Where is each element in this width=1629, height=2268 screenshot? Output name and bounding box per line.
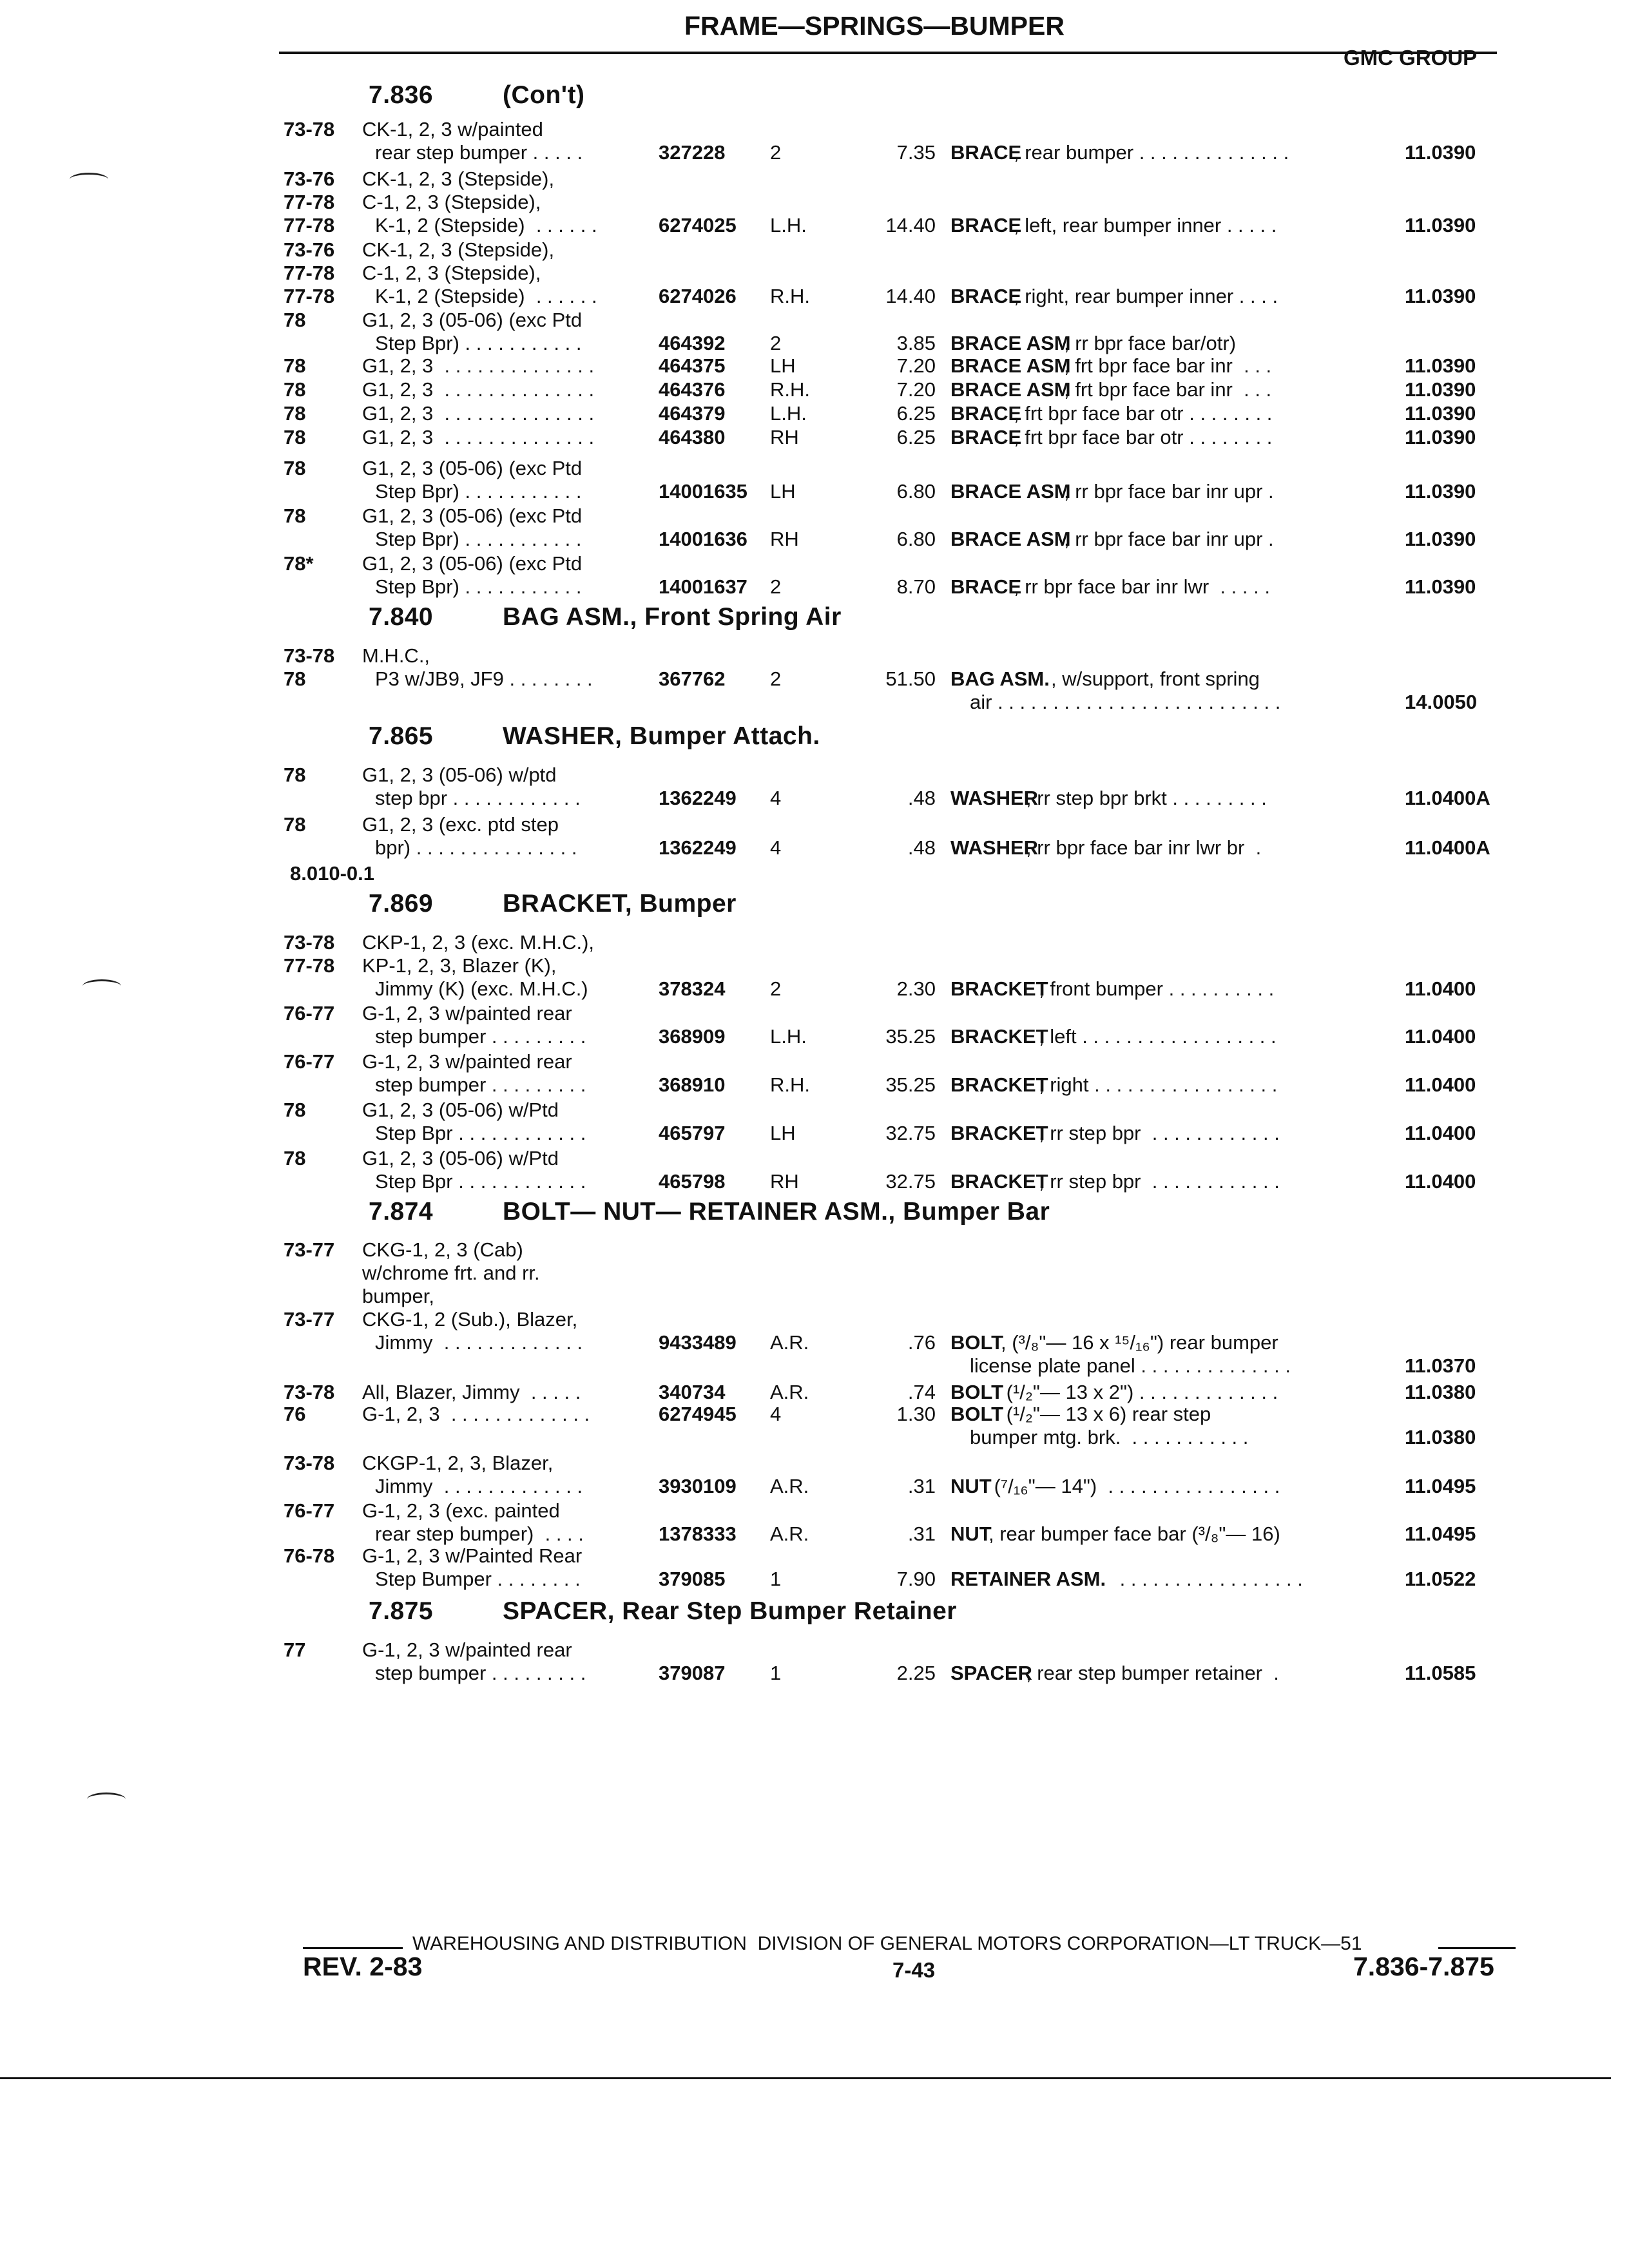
price: .48 [907, 836, 936, 859]
price: 6.25 [896, 402, 936, 425]
part-number: 464375 [659, 354, 726, 377]
price: 2.25 [896, 1662, 936, 1684]
item-name: BOLT [950, 1381, 1004, 1403]
quantity: 2 [770, 668, 782, 690]
model-desc: G-1, 2, 3 w/painted rear [362, 1050, 572, 1073]
item-desc: , frt bpr face bar otr . . . . . . . . [1014, 426, 1273, 448]
price: 35.25 [885, 1025, 936, 1048]
punch-mark [82, 979, 121, 993]
group-ref: 11.0400 [1405, 1170, 1476, 1193]
model-desc: G1, 2, 3 (exc. ptd step [362, 813, 559, 836]
model-desc: G1, 2, 3 . . . . . . . . . . . . . . [362, 378, 595, 401]
price: 7.20 [896, 378, 936, 401]
model-desc: step bumper . . . . . . . . . [375, 1662, 586, 1684]
item-name: NUT [950, 1523, 992, 1545]
model-desc: G1, 2, 3 (05-06) (exc Ptd [362, 309, 583, 331]
part-number: 367762 [659, 668, 726, 690]
model-desc: step bumper . . . . . . . . . [375, 1025, 586, 1048]
model-desc: Step Bumper . . . . . . . . [375, 1568, 581, 1590]
item-name: BOLT [950, 1331, 1004, 1354]
section-number: 7.836 [369, 81, 434, 109]
footer-rule-left [303, 1947, 403, 1949]
year-range: 76-77 [284, 1002, 335, 1024]
group-ref: 11.0585 [1405, 1662, 1476, 1684]
part-number: 340734 [659, 1381, 726, 1403]
quantity: 4 [770, 1403, 782, 1425]
model-desc: Step Bpr) . . . . . . . . . . . [375, 528, 582, 550]
group-ref: 11.0400 [1405, 977, 1476, 1000]
section-title: SPACER, Rear Step Bumper Retainer [503, 1597, 957, 1625]
year-range: 78 [284, 764, 306, 786]
item-desc: , rr step bpr . . . . . . . . . . . . [1039, 1170, 1280, 1193]
model-desc: CK-1, 2, 3 (Stepside), [362, 168, 555, 190]
group-ref: 11.0390 [1405, 480, 1476, 503]
model-desc: G1, 2, 3 (05-06) w/Ptd [362, 1099, 559, 1121]
bottom-rule [0, 2077, 1611, 2079]
item-name: WASHER [950, 836, 1039, 859]
part-number: 9433489 [659, 1331, 737, 1354]
year-range: 73-78 78 [284, 644, 335, 690]
model-desc: G-1, 2, 3 (exc. painted [362, 1499, 560, 1522]
quantity: L.H. [770, 1025, 807, 1048]
punch-mark [70, 173, 108, 186]
model-desc: G1, 2, 3 . . . . . . . . . . . . . . [362, 426, 595, 448]
quantity: R.H. [770, 1073, 810, 1096]
item-desc: , right . . . . . . . . . . . . . . . . . [1039, 1073, 1278, 1096]
part-number: 14001636 [659, 528, 747, 550]
model-desc: Jimmy (K) (exc. M.H.C.) [375, 977, 588, 1000]
quantity: 4 [770, 787, 782, 809]
group-ref: 11.0400A [1405, 787, 1490, 809]
part-number: 6274025 [659, 214, 737, 236]
quantity: 1 [770, 1568, 782, 1590]
item-name: BAG ASM. [950, 668, 1050, 690]
year-range: 78 [284, 378, 306, 401]
page-range: 7.836-7.875 [1353, 1952, 1494, 1981]
item-name: BRACE ASM [950, 480, 1071, 503]
model-desc: CKGP-1, 2, 3, Blazer, [362, 1452, 554, 1474]
year-range: 78 [284, 457, 306, 479]
model-desc: G1, 2, 3 (05-06) w/ptd [362, 764, 557, 786]
item-name: BRACE ASM [950, 332, 1071, 354]
year-range: 73-78 [284, 118, 335, 140]
item-name: BRACKET [950, 1025, 1048, 1048]
year-range: 73-78 [284, 1452, 335, 1474]
header-rule [279, 52, 1497, 54]
year-range: 78 [284, 1147, 306, 1169]
part-number: 465798 [659, 1170, 726, 1193]
group-ref: 11.0390 [1405, 214, 1476, 236]
model-desc: CKG-1, 2 (Sub.), Blazer, [362, 1308, 578, 1331]
footer-rule-right [1438, 1947, 1516, 1949]
item-desc: , rear bumper . . . . . . . . . . . . . . [1014, 141, 1289, 164]
model-desc: Step Bpr) . . . . . . . . . . . [375, 480, 582, 503]
group-ref: 11.0495 [1405, 1523, 1476, 1545]
model-desc: G1, 2, 3 (05-06) w/Ptd [362, 1147, 559, 1169]
model-desc: Step Bpr . . . . . . . . . . . . [375, 1170, 586, 1193]
model-desc: Step Bpr) . . . . . . . . . . . [375, 332, 582, 354]
year-range: 76 [284, 1403, 306, 1425]
item-name: BRACE [950, 402, 1022, 425]
model-desc: All, Blazer, Jimmy . . . . . [362, 1381, 581, 1403]
item-desc: , frt bpr face bar otr . . . . . . . . [1014, 402, 1273, 425]
model-desc: Step Bpr) . . . . . . . . . . . [375, 575, 582, 598]
model-desc: Jimmy . . . . . . . . . . . . . [375, 1331, 583, 1354]
group-ref: 11.0390 [1405, 285, 1476, 307]
part-number: 378324 [659, 977, 726, 1000]
model-desc: rear step bumper . . . . . [375, 141, 583, 164]
group-ref: 11.0390 [1405, 141, 1476, 164]
section-title: BRACKET, Bumper [503, 890, 737, 918]
item-desc: , frt bpr face bar inr . . . [1064, 354, 1272, 377]
model-desc: G-1, 2, 3 . . . . . . . . . . . . . [362, 1403, 590, 1425]
group-ref: 11.0370 [1405, 1354, 1476, 1377]
part-number: 1362249 [659, 836, 737, 859]
page-title: FRAME—SPRINGS—BUMPER [684, 11, 1065, 41]
model-desc: G-1, 2, 3 w/painted rear [362, 1639, 572, 1661]
model-desc: G-1, 2, 3 w/painted rear [362, 1002, 572, 1024]
part-number: 1378333 [659, 1523, 737, 1545]
item-name: WASHER [950, 787, 1039, 809]
year-range: 76-78 [284, 1544, 335, 1567]
item-name: BRACE [950, 575, 1022, 598]
item-desc: , front bumper . . . . . . . . . . [1039, 977, 1275, 1000]
model-desc: G1, 2, 3 (05-06) (exc Ptd [362, 552, 583, 575]
group-ref: 11.0390 [1405, 378, 1476, 401]
model-desc: bpr) . . . . . . . . . . . . . . . [375, 836, 577, 859]
year-range: 73-78 77-78 [284, 931, 335, 977]
year-range: 78 [284, 505, 306, 527]
quantity: LH [770, 354, 796, 377]
part-number: 1362249 [659, 787, 737, 809]
price: 6.25 [896, 426, 936, 448]
quantity: 1 [770, 1662, 782, 1684]
price: .76 [907, 1331, 936, 1354]
item-desc: , left, rear bumper inner . . . . . [1014, 214, 1277, 236]
price: .74 [907, 1381, 936, 1403]
model-desc: P3 w/JB9, JF9 . . . . . . . . [375, 668, 593, 690]
group-ref: 11.0400 [1405, 1122, 1476, 1144]
part-number: 368909 [659, 1025, 726, 1048]
model-desc: step bumper . . . . . . . . . [375, 1073, 586, 1096]
part-number: 6274945 [659, 1403, 737, 1425]
quantity: A.R. [770, 1381, 809, 1403]
quantity: A.R. [770, 1523, 809, 1545]
part-number: 3930109 [659, 1475, 737, 1497]
model-desc: w/chrome frt. and rr. [362, 1262, 540, 1284]
price: 8.70 [896, 575, 936, 598]
footnote: 8.010-0.1 [290, 862, 374, 885]
price: 6.80 [896, 528, 936, 550]
item-desc: , left . . . . . . . . . . . . . . . . . . [1039, 1025, 1277, 1048]
part-number: 379085 [659, 1568, 726, 1590]
quantity: 2 [770, 141, 782, 164]
item-name: BRACE ASM [950, 378, 1071, 401]
part-number: 464392 [659, 332, 726, 354]
item-name: BRACKET [950, 1122, 1048, 1144]
year-range: 78 [284, 309, 306, 331]
quantity: RH [770, 528, 799, 550]
item-name: BRACKET [950, 1170, 1048, 1193]
model-desc: CKG-1, 2, 3 (Cab) [362, 1238, 523, 1261]
model-desc: KP-1, 2, 3, Blazer (K), [362, 954, 557, 977]
model-desc: CK-1, 2, 3 (Stepside), [362, 238, 555, 261]
model-desc: K-1, 2 (Stepside) . . . . . . [375, 285, 597, 307]
section-title: (Con't) [503, 81, 585, 109]
group-ref: 11.0390 [1405, 426, 1476, 448]
item-desc: (⁷/₁₆"— 14") . . . . . . . . . . . . . . . . [988, 1475, 1280, 1497]
model-desc: C-1, 2, 3 (Stepside), [362, 262, 541, 284]
quantity: LH [770, 480, 796, 503]
model-desc: K-1, 2 (Stepside) . . . . . . [375, 214, 597, 236]
part-number: 368910 [659, 1073, 726, 1096]
price: 2.30 [896, 977, 936, 1000]
group-ref: 11.0495 [1405, 1475, 1476, 1497]
part-number: 465797 [659, 1122, 726, 1144]
item-name: SPACER [950, 1662, 1032, 1684]
part-number: 6274026 [659, 285, 737, 307]
item-desc: . . . . . . . . . . . . . . . . . [1114, 1568, 1303, 1590]
section-number: 7.875 [369, 1597, 434, 1625]
model-desc: G1, 2, 3 . . . . . . . . . . . . . . [362, 402, 595, 425]
model-desc: M.H.C., [362, 644, 430, 667]
item-name: BRACE ASM [950, 354, 1071, 377]
group-label: GMC GROUP [1344, 46, 1478, 70]
model-desc: G1, 2, 3 . . . . . . . . . . . . . . [362, 354, 595, 377]
punch-mark [87, 1792, 126, 1806]
item-name: BRACE ASM [950, 528, 1071, 550]
group-ref: 11.0400 [1405, 1025, 1476, 1048]
quantity: 2 [770, 575, 782, 598]
section-number: 7.840 [369, 603, 434, 631]
item-desc: , rr step bpr . . . . . . . . . . . . [1039, 1122, 1280, 1144]
price: 32.75 [885, 1170, 936, 1193]
item-desc: , (³/₈"— 16 x ¹⁵/₁₆") rear bumper [1001, 1331, 1278, 1354]
model-desc: C-1, 2, 3 (Stepside), [362, 191, 541, 213]
price: 14.40 [885, 285, 936, 307]
item-desc: , rr bpr face bar inr lwr . . . . . [1014, 575, 1270, 598]
year-range: 76-77 [284, 1050, 335, 1073]
price: 7.35 [896, 141, 936, 164]
item-name: RETAINER ASM. [950, 1568, 1106, 1590]
item-desc: , frt bpr face bar inr . . . [1064, 378, 1272, 401]
section-title: BAG ASM., Front Spring Air [503, 603, 842, 631]
model-desc: G-1, 2, 3 w/Painted Rear [362, 1544, 583, 1567]
group-ref: 11.0522 [1405, 1568, 1476, 1590]
model-desc: bumper, [362, 1285, 435, 1307]
price: 1.30 [896, 1403, 936, 1425]
section-number: 7.865 [369, 722, 434, 750]
quantity: R.H. [770, 285, 810, 307]
section-number: 7.869 [369, 890, 434, 918]
quantity: RH [770, 1170, 799, 1193]
price: 7.90 [896, 1568, 936, 1590]
quantity: R.H. [770, 378, 810, 401]
year-range: 73-76 77-78 77-78 [284, 238, 335, 307]
item-name: BRACE [950, 426, 1022, 448]
price: 51.50 [885, 668, 936, 690]
item-desc: , rr bpr face bar inr upr . [1064, 528, 1274, 550]
model-desc: G1, 2, 3 (05-06) (exc Ptd [362, 457, 583, 479]
quantity: RH [770, 426, 799, 448]
quantity: A.R. [770, 1475, 809, 1497]
part-number: 464376 [659, 378, 726, 401]
model-desc: step bpr . . . . . . . . . . . . [375, 787, 581, 809]
model-desc: CK-1, 2, 3 w/painted [362, 118, 543, 140]
item-desc: , w/support, front spring [1051, 668, 1260, 690]
item-desc: , rr bpr face bar inr upr . [1064, 480, 1274, 503]
group-ref: 11.0400 [1405, 1073, 1476, 1096]
group-ref: 11.0380 [1405, 1381, 1476, 1403]
group-ref: 11.0390 [1405, 354, 1476, 377]
quantity: 2 [770, 332, 782, 354]
revision-label: REV. 2-83 [303, 1952, 423, 1981]
year-range: 78 [284, 813, 306, 836]
year-range: 78 [284, 354, 306, 377]
group-ref: 11.0380 [1405, 1426, 1476, 1448]
section-number: 7.874 [369, 1198, 434, 1225]
item-name: BRACE [950, 214, 1022, 236]
group-ref: 11.0390 [1405, 528, 1476, 550]
section-title: WASHER, Bumper Attach. [503, 722, 820, 750]
item-desc: , right, rear bumper inner . . . . [1014, 285, 1278, 307]
part-number: 14001637 [659, 575, 747, 598]
item-desc: , rear bumper face bar (³/₈"— 16) [988, 1523, 1280, 1545]
year-range: 78 [284, 1099, 306, 1121]
group-ref: 11.0390 [1405, 402, 1476, 425]
item-desc: , rr step bpr brkt . . . . . . . . . [1026, 787, 1267, 809]
item-desc: (¹/₂"— 13 x 6) rear step [1001, 1403, 1211, 1425]
model-desc: G1, 2, 3 (05-06) (exc Ptd [362, 505, 583, 527]
part-number: 14001635 [659, 480, 747, 503]
price: 6.80 [896, 480, 936, 503]
quantity: L.H. [770, 214, 807, 236]
quantity: LH [770, 1122, 796, 1144]
year-range: 77 [284, 1639, 306, 1661]
footer-line: WAREHOUSING AND DISTRIBUTION DIVISION OF GENERAL MOTORS CORPORATION—LT TRUCK—51 [412, 1933, 1362, 1954]
item-desc-cont: license plate panel . . . . . . . . . . . . . . [970, 1354, 1291, 1377]
price: 32.75 [885, 1122, 936, 1144]
price: 35.25 [885, 1073, 936, 1096]
item-desc: (¹/₂"— 13 x 2") . . . . . . . . . . . . . [1001, 1381, 1278, 1403]
group-ref: 14.0050 [1405, 691, 1478, 713]
year-range: 78 [284, 402, 306, 425]
year-range: 73-78 [284, 1381, 335, 1403]
year-range: 73-76 77-78 77-78 [284, 168, 335, 236]
year-range: 76-77 [284, 1499, 335, 1522]
group-ref: 11.0400A [1405, 836, 1490, 859]
section-title: BOLT— NUT— RETAINER ASM., Bumper Bar [503, 1198, 1050, 1225]
item-name: NUT [950, 1475, 992, 1497]
item-desc: , rear step bumper retainer . [1026, 1662, 1279, 1684]
quantity: 2 [770, 977, 782, 1000]
year-range: 78* [284, 552, 314, 575]
item-name: BRACKET [950, 977, 1048, 1000]
page-number: 7-43 [892, 1958, 936, 1982]
price: 14.40 [885, 214, 936, 236]
item-desc: , rr bpr face bar/otr) [1064, 332, 1237, 354]
price: .31 [907, 1475, 936, 1497]
price: 7.20 [896, 354, 936, 377]
quantity: 4 [770, 836, 782, 859]
price: 3.85 [896, 332, 936, 354]
part-number: 379087 [659, 1662, 726, 1684]
item-name: BRACE [950, 285, 1022, 307]
item-desc: , rr bpr face bar inr lwr br . [1026, 836, 1262, 859]
item-desc-cont: air . . . . . . . . . . . . . . . . . . . . . . . . . . [970, 691, 1281, 713]
item-name: BRACE [950, 141, 1022, 164]
price: .48 [907, 787, 936, 809]
model-desc: Jimmy . . . . . . . . . . . . . [375, 1475, 583, 1497]
year-range: 73-77 73-77 [284, 1238, 335, 1331]
part-number: 464379 [659, 402, 726, 425]
group-ref: 11.0390 [1405, 575, 1476, 598]
model-desc: CKP-1, 2, 3 (exc. M.H.C.), [362, 931, 595, 954]
model-desc: rear step bumper) . . . . [375, 1523, 584, 1545]
model-desc: Step Bpr . . . . . . . . . . . . [375, 1122, 586, 1144]
quantity: L.H. [770, 402, 807, 425]
quantity: A.R. [770, 1331, 809, 1354]
part-number: 464380 [659, 426, 726, 448]
price: .31 [907, 1523, 936, 1545]
item-name: BOLT [950, 1403, 1004, 1425]
item-name: BRACKET [950, 1073, 1048, 1096]
part-number: 327228 [659, 141, 726, 164]
year-range: 78 [284, 426, 306, 448]
item-desc-cont: bumper mtg. brk. . . . . . . . . . . . [970, 1426, 1249, 1448]
